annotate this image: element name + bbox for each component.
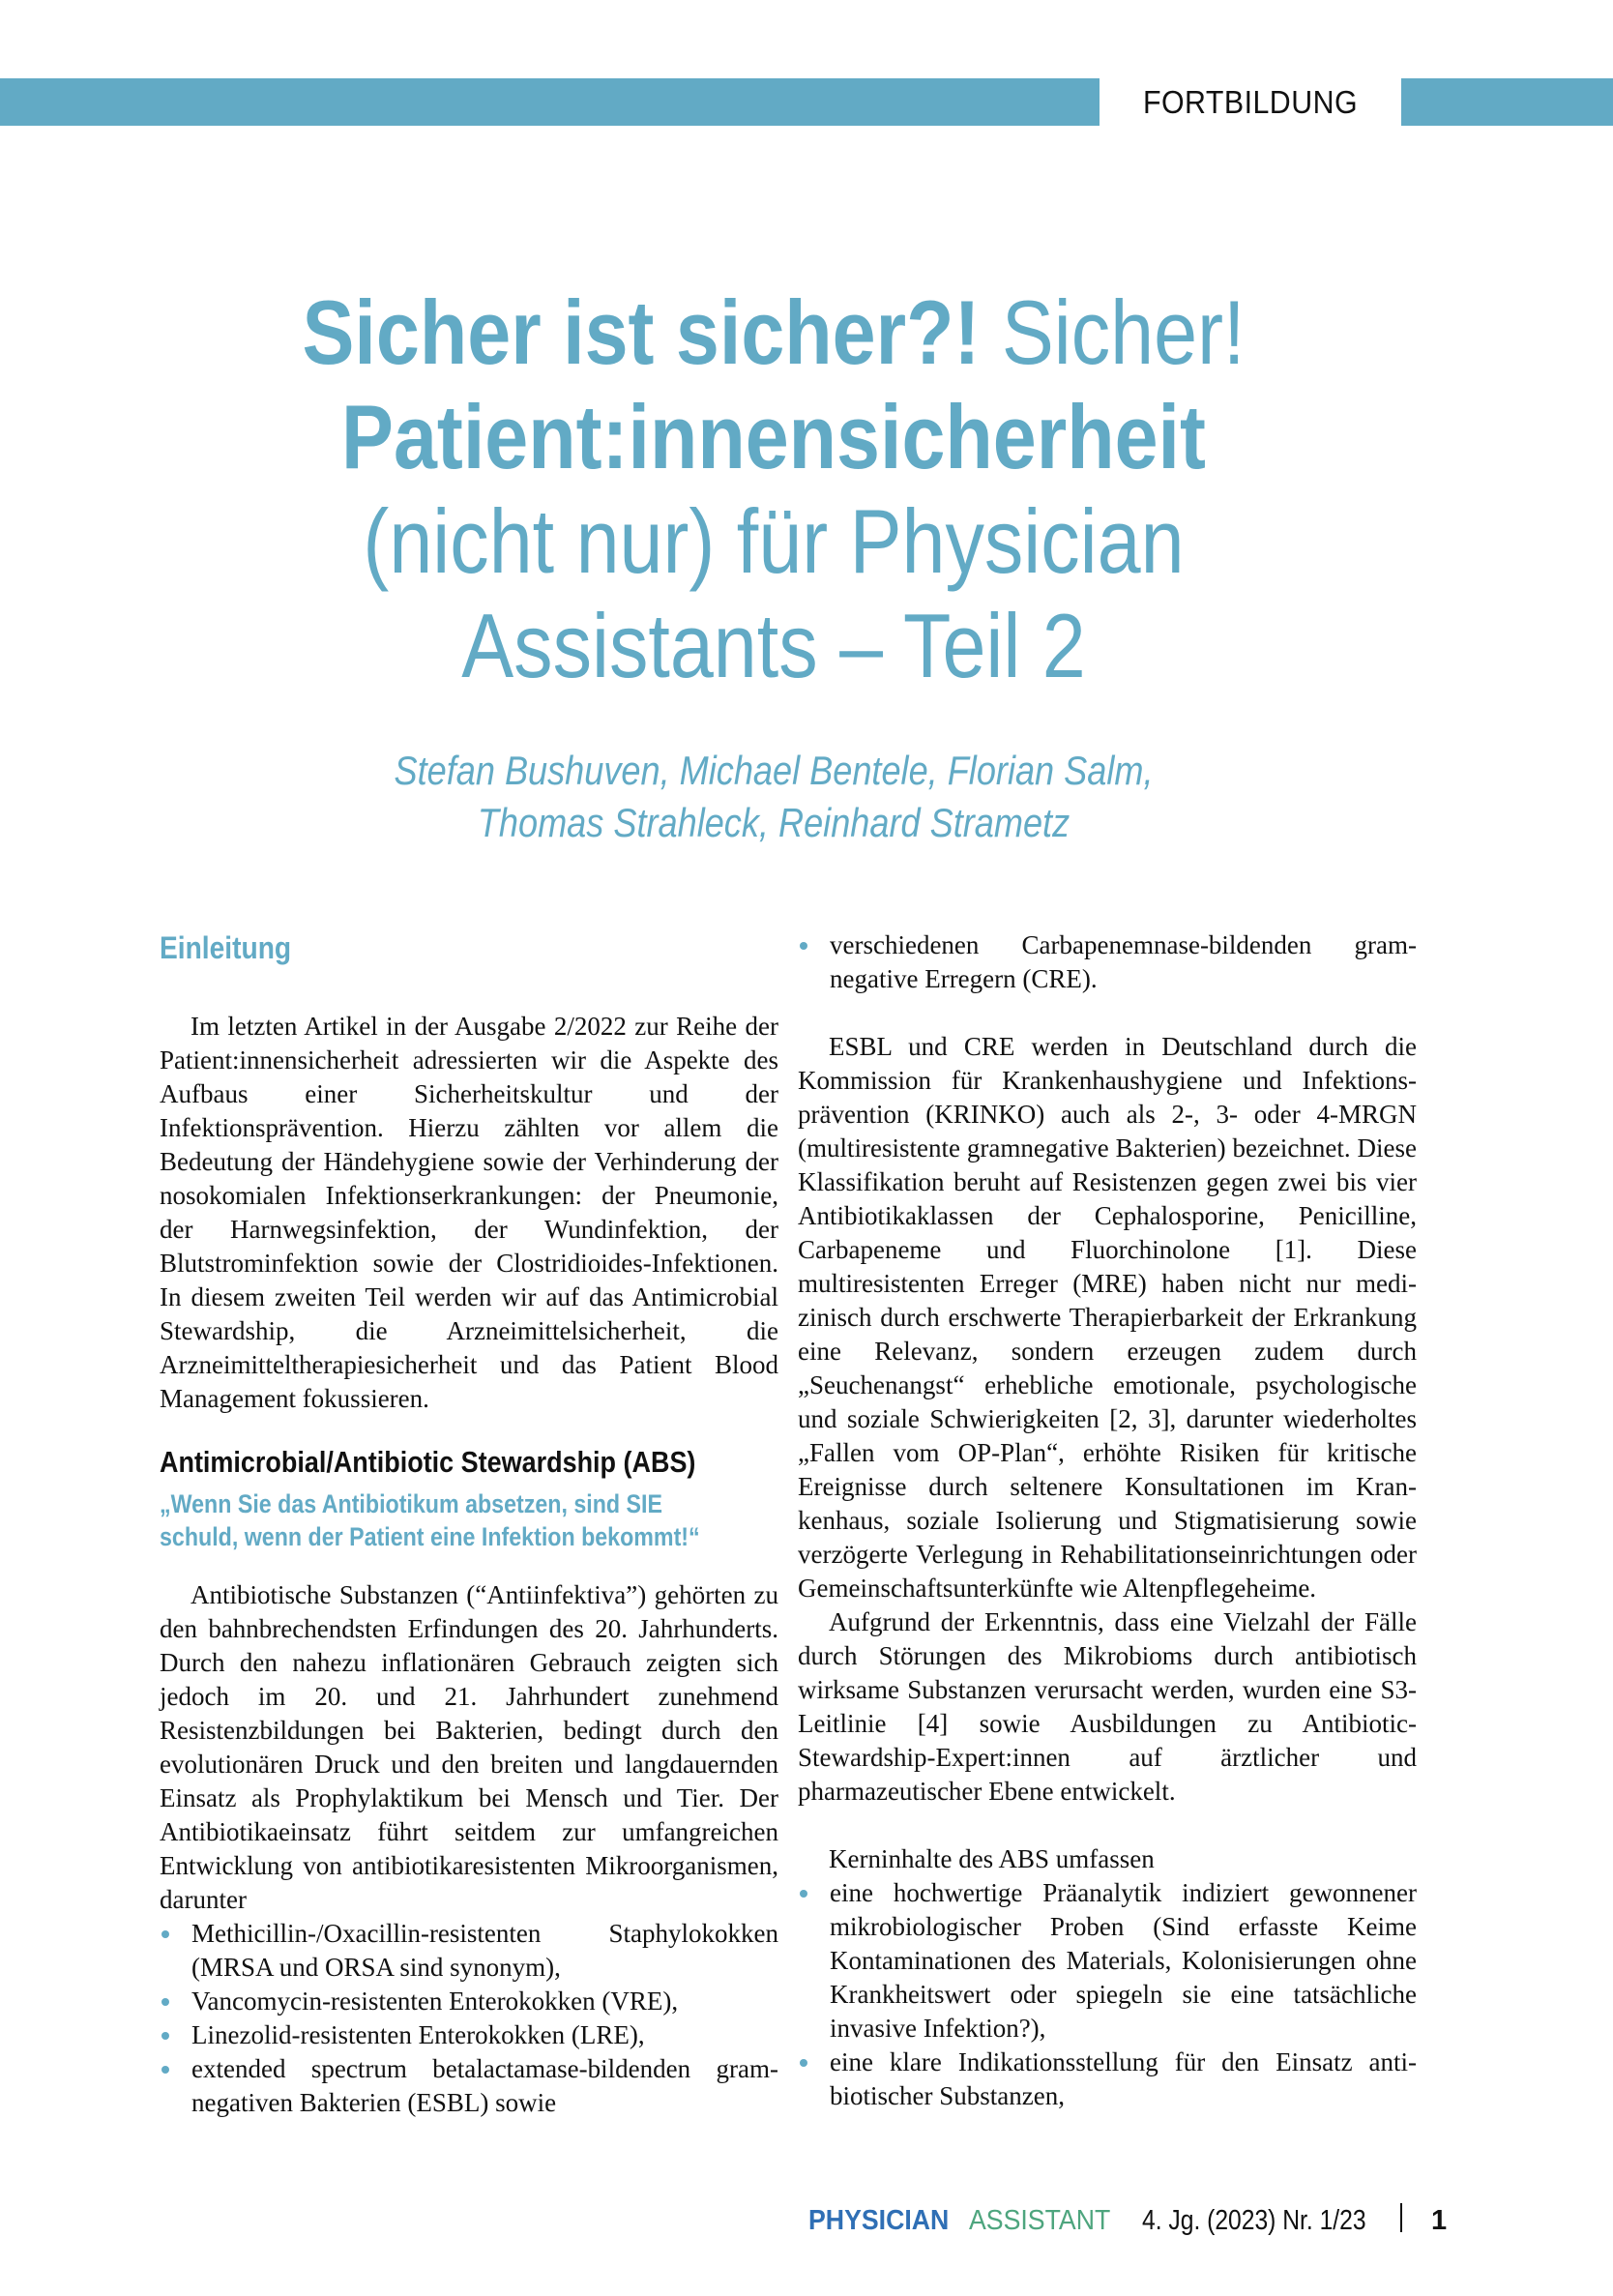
heading-abs: Antimicrobial/Antibiotic Stewardship (ABS)	[160, 1445, 696, 1479]
bullet-icon	[161, 2032, 169, 2040]
abs-pull-quote: „Wenn Sie das Antibiotikum absetzen, sind SIE schuld, wenn der Patient eine Infektion bekommt!“	[160, 1489, 700, 1551]
authors-line-1: Stefan Bushuven, Michael Bentele, Florian Salm,	[394, 748, 1154, 793]
bullet-icon	[161, 1998, 169, 2006]
journal-name-part1: PHYSICIAN	[808, 2204, 950, 2236]
issue-info: 4. Jg. (2023) Nr. 1/23	[1141, 2204, 1366, 2236]
core-contents-intro: Kerninhalte des ABS umfassen	[829, 1844, 1155, 1873]
left-column	[160, 928, 778, 2120]
bullet-icon	[800, 1890, 807, 1898]
authors-line-2: Thomas Strahleck, Reinhard Strametz	[477, 800, 1070, 845]
right-column	[798, 928, 1417, 2113]
list-item: eine klare Indikationsstellung für den Einsatz antibiotischer Substanzen,	[798, 2046, 1417, 2113]
footer-divider	[1400, 2203, 1402, 2232]
title-line-2: Patient:innensicherheit	[341, 386, 1206, 487]
core-contents-list	[798, 1876, 1417, 2113]
heading-einleitung: Einleitung	[160, 930, 292, 965]
title-line-3: (nicht nur) für Physician	[363, 490, 1185, 592]
list-item: eine hochwertige Präanalytik indiziert gewonnener mikrobiologischer Proben (Sind erfasste Keime Kontaminationen des Materials, Kolonisierungen ohne Krankheitswert oder spiegeln sie eine tatsächliche invasive Infektion?),	[798, 1876, 1417, 2046]
title-line-4: Assistants – Teil 2	[461, 595, 1086, 696]
list-item: Linezolid-resistenten Enterokokken (LRE),	[160, 2018, 778, 2052]
bullet-icon	[800, 2059, 807, 2067]
page-number: 1	[1431, 2204, 1448, 2236]
intro-paragraph: Im letzten Artikel in der Ausgabe 2/2022 zur Reihe der Patient:innensicherheit adressierten wir die Aspekte des Aufbaus einer Sicherheitskultur und der Infektionsprävention. Hierzu zählten vor allem die Bedeutung der Händehygiene sowie der Verhinderung der nosokomialen Infektionserkrankungen: der Pneumonie, der Harnwegsinfektion, der Wundinfektion, der Blutstrominfektion sowie der Clostridioides-Infektionen. In diesem zweiten Teil werden wir auf das Antimicrobial Stewardship, die Arzneimittelsicherheit, die Arzneimitteltherapiesicherheit und das Patient Blood Management fokussieren.	[160, 1012, 778, 1413]
list-item: extended spectrum betalactamase-bildenden gramnegativen Bakterien (ESBL) sowie	[160, 2052, 778, 2120]
resistant-organisms-list-cont	[798, 928, 1417, 996]
abs-paragraph: Antibiotische Substanzen (“Antiinfektiva”) gehörten zu den bahnbrechendsten Erfindungen des 20. Jahrhunderts. Durch den nahezu inflationären Gebrauch zeigten sich jedoch im 20. und 21. Jahrhundert zunehmend Resistenzbildungen bei Bakterien, bedingt durch den evolutionären Druck und den breiten und langdauernden Einsatz als Prophylaktikum bei Mensch und Tier. Der Antibiotikaeinsatz führt seitdem zur umfangreichen Entwicklung von antibiotikaresistenten Mikroorganismen, darunter	[160, 1580, 778, 1914]
bullet-icon	[161, 2066, 169, 2074]
author-list	[0, 745, 1547, 849]
title-line-1: Sicher ist sicher?! Sicher!	[302, 281, 1246, 383]
mrgn-paragraph: ESBL und CRE werden in Deutschland durch die Kommission für Krankenhaushygiene und Infektionsprävention (KRINKO) auch als 2-, 3- oder 4-MRGN (multiresistente gramnegative Bakterien) bezeichnet. Diese Klassifikation beruht auf Resistenzen gegen zwei bis vier Antibiotikaklassen der Cephalosporine, Penicilline, Carbapeneme und Fluorchinolone [1]. Diese multiresistenten Erreger (MRE) haben nicht nur medizinisch durch erschwerte Therapierbarkeit der Erkrankung eine Relevanz, sondern erzeugen zudem durch „Seuchenangst“ erhebliche emotionale, psychologische und soziale Schwierigkeiten [2, 3], darunter wiederholtes „Fallen vom OP-Plan“, erhöhte Risiken für kritische Ereignisse durch seltenere Konsultationen im Krankenhaus, soziale Isolierung und Stigmatisierung sowie verzögerte Verlegung in Rehabilitationseinrichtungen oder Gemeinschaftsunterkünfte wie Altenpflegeheime.	[798, 1032, 1417, 1603]
bullet-icon	[800, 942, 807, 950]
section-label: FORTBILDUNG	[1142, 84, 1359, 120]
resistant-organisms-list	[160, 1917, 778, 2120]
bullet-icon	[161, 1930, 169, 1938]
s3-guideline-paragraph: Aufgrund der Erkenntnis, dass eine Vielzahl der Fälle durch Störungen des Mikrobioms durch antibiotisch wirksame Substanzen verursacht werden, wurden eine S3-Leitlinie [4] sowie Ausbildungen zu Antibiotic-Stewardship-Expert:innen auf ärztlicher und pharmazeutischer Ebene entwickelt.	[798, 1607, 1417, 1806]
header-band-right	[1401, 78, 1613, 126]
page-footer	[808, 2201, 1448, 2240]
list-item: verschiedenen Carbapenemnase-bildenden gramnegative Erregern (CRE).	[798, 928, 1417, 996]
list-item: Vancomycin-resistenten Enterokokken (VRE),	[160, 1985, 778, 2018]
journal-name-part2: ASSISTANT	[968, 2204, 1111, 2236]
header-band-left	[0, 78, 1100, 126]
article-title	[0, 280, 1547, 698]
list-item: Methicillin-/Oxacillin-resistenten Staphylokokken (MRSA und ORSA sind synonym),	[160, 1917, 778, 1985]
